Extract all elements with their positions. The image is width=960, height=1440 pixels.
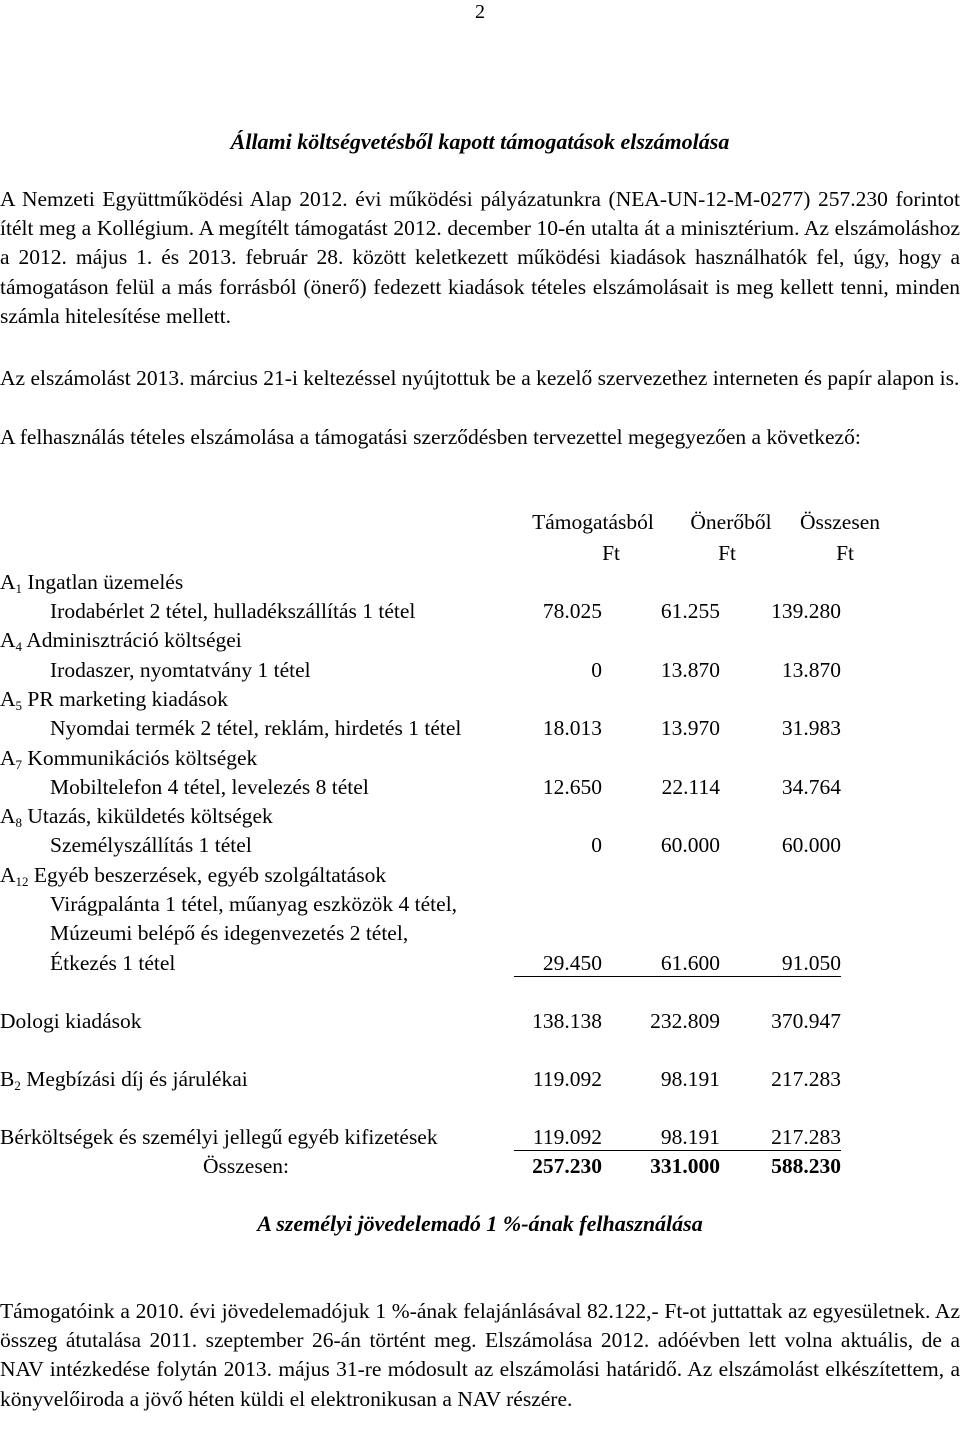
group-code: A xyxy=(0,628,16,652)
row-detail: Virágpalánta 1 tétel, műanyag eszközök 4 tétel, xyxy=(50,892,458,916)
group-code: A xyxy=(0,570,16,594)
value-total: 91.050 xyxy=(781,951,841,975)
value-support: 78.025 xyxy=(542,599,602,623)
value-own-funds: 61.600 xyxy=(660,951,720,975)
col-header-total: Összesen xyxy=(799,510,880,534)
table-group-title xyxy=(0,568,960,597)
group-code-sub: 1 xyxy=(15,581,23,596)
value-total: 13.870 xyxy=(781,658,841,682)
col-unit-total: Ft xyxy=(836,541,854,565)
table-row xyxy=(0,890,960,919)
value-total: 217.283 xyxy=(771,1125,841,1149)
value-total: 139.280 xyxy=(771,599,841,623)
group-code-sub: 8 xyxy=(15,815,23,830)
paragraph-submission xyxy=(0,364,960,393)
table-row xyxy=(0,656,960,685)
paragraph-grant-intro xyxy=(0,185,960,331)
value-support: 119.092 xyxy=(532,1067,602,1091)
table-row xyxy=(0,919,960,948)
row-detail: Személyszállítás 1 tétel xyxy=(50,833,252,857)
col-unit-own-funds: Ft xyxy=(718,541,736,565)
group-title: Adminisztráció költségei xyxy=(26,628,242,652)
value-own-funds: 98.191 xyxy=(660,1125,720,1149)
row-label: Dologi kiadások xyxy=(0,1009,142,1033)
table-group-title xyxy=(0,861,960,890)
row-label: Bérköltségek és személyi jellegű egyéb kifizetések xyxy=(0,1125,438,1149)
value-support: 119.092 xyxy=(532,1125,602,1149)
table-group-title xyxy=(0,685,960,714)
row-detail: Étkezés 1 tétel xyxy=(50,951,176,975)
table-group-title xyxy=(0,744,960,773)
col-unit-support: Ft xyxy=(602,541,620,565)
paragraph-table-intro xyxy=(0,423,960,452)
group-code: A xyxy=(0,746,16,770)
total-own-funds: 331.000 xyxy=(650,1154,720,1178)
row-detail: Irodaszer, nyomtatvány 1 tétel xyxy=(50,658,311,682)
col-header-own-funds: Önerőből xyxy=(690,510,772,534)
value-own-funds: 232.809 xyxy=(650,1009,720,1033)
value-total: 34.764 xyxy=(781,775,841,799)
table-row xyxy=(0,597,960,626)
page-number: 2 xyxy=(475,1,485,23)
value-total: 370.947 xyxy=(771,1009,841,1033)
value-support: 0 xyxy=(591,833,602,857)
value-own-funds: 22.114 xyxy=(661,775,720,799)
group-code-sub: 5 xyxy=(15,698,23,713)
group-title: PR marketing kiadások xyxy=(27,687,229,711)
row-code: B xyxy=(0,1067,15,1091)
total-support: 257.230 xyxy=(532,1154,602,1178)
table-header-row xyxy=(0,508,960,537)
total-total: 588.230 xyxy=(771,1154,841,1178)
table-unit-row xyxy=(0,539,960,568)
table-row-total xyxy=(0,1152,960,1181)
row-detail: Nyomdai termék 2 tétel, reklám, hirdetés 1 tétel xyxy=(50,716,462,740)
col-header-support: Támogatásból xyxy=(532,510,654,534)
row-detail: Mobiltelefon 4 tétel, levelezés 8 tétel xyxy=(50,775,369,799)
value-own-funds: 13.870 xyxy=(660,658,720,682)
value-own-funds: 13.970 xyxy=(660,716,720,740)
value-support: 29.450 xyxy=(542,951,602,975)
table-row xyxy=(0,949,960,978)
paragraph-text: Az elszámolást 2013. március 21-i keltezéssel nyújtottuk be a kezelő szervezethez interneten és papír alapon is. xyxy=(0,366,960,390)
group-code-sub: 7 xyxy=(15,757,23,772)
table-group-title xyxy=(0,626,960,655)
table-row-berkoltseg xyxy=(0,1123,960,1152)
section-heading-state-funding: Állami költségvetésből kapott támogatások elszámolása xyxy=(230,129,730,154)
table-row-b2 xyxy=(0,1065,960,1094)
group-title: Ingatlan üzemelés xyxy=(27,570,184,594)
value-support: 18.013 xyxy=(542,716,602,740)
group-code: A xyxy=(0,687,16,711)
table-row-dologi xyxy=(0,1007,960,1036)
row-code-sub: 2 xyxy=(14,1078,21,1093)
value-support: 12.650 xyxy=(542,775,602,799)
row-detail: Irodabérlet 2 tétel, hulladékszállítás 1 tétel xyxy=(50,599,416,623)
paragraph-text: A felhasználás tételes elszámolása a támogatási szerződésben tervezettel megegyezően a következő: xyxy=(0,425,861,449)
table-row xyxy=(0,773,960,802)
group-code: A xyxy=(0,863,16,887)
value-own-funds: 60.000 xyxy=(660,833,720,857)
paragraph-text: A Nemzeti Együttműködési Alap 2012. évi működési pályázatunkra (NEA-UN-12-M-0277) 257.230 forintot ítélt meg a Kollégium. A megítélt támogatást 2012. december 10-én utalta át a minisztérium. Az elszámoláshoz a 2012. május 1. és 2013. február 28. között keletkezett működési kiadások használhatók fel, úgy, hogy a támogatáson felül a más forrásból (önerő) fedezett kiadások tételes elszámolásait is meg kellett tenni, minden számla hitelesítése mellett. xyxy=(0,187,960,328)
paragraph-tax-one-percent xyxy=(0,1297,960,1414)
value-total: 60.000 xyxy=(781,833,841,857)
total-label: Összesen: xyxy=(203,1154,289,1178)
group-title: Egyéb beszerzések, egyéb szolgáltatások xyxy=(33,863,387,887)
section-heading-tax-one-percent: A személyi jövedelemadó 1 %-ának felhasználása xyxy=(257,1211,703,1236)
group-title: Kommunikációs költségek xyxy=(27,746,258,770)
value-total: 31.983 xyxy=(781,716,841,740)
group-code-sub: 4 xyxy=(15,639,23,654)
group-title: Utazás, kiküldetés költségek xyxy=(27,804,273,828)
table-group-title xyxy=(0,802,960,831)
value-own-funds: 98.191 xyxy=(660,1067,720,1091)
row-label: Megbízási díj és járulékai xyxy=(26,1067,248,1091)
value-own-funds: 61.255 xyxy=(660,599,720,623)
value-support: 0 xyxy=(591,658,602,682)
table-row xyxy=(0,714,960,743)
paragraph-text: Támogatóink a 2010. évi jövedelemadójuk 1 %-ának felajánlásával 82.122,- Ft-ot juttattak az egyesületnek. Az összeg átutalása 2011. szeptember 26-án történt meg. Elszámolása 2012. adóévben lett volna aktuális, de a NAV intézkedése folytán 2013. május 31-re módosult az elszámolási határidő. Az elszámolást elkészítettem, a könyvelőiroda a jövő héten küldi el elektronikusan a NAV részére. xyxy=(0,1299,960,1411)
row-detail: Múzeumi belépő és idegenvezetés 2 tétel, xyxy=(50,921,409,945)
group-code-sub: 12 xyxy=(15,874,29,889)
table-row xyxy=(0,831,960,860)
value-support: 138.138 xyxy=(532,1009,602,1033)
value-total: 217.283 xyxy=(771,1067,841,1091)
group-code: A xyxy=(0,804,16,828)
